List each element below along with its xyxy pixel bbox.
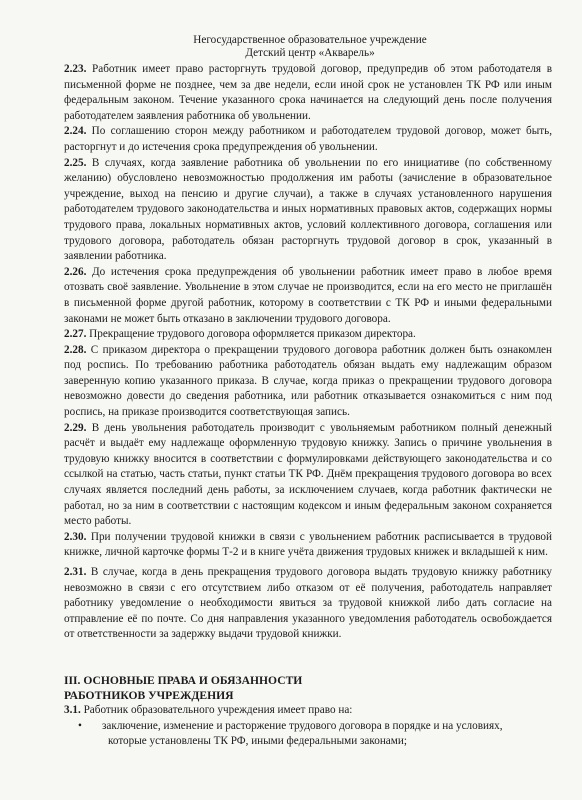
bullet-icon: •	[78, 719, 82, 732]
paragraph-3-1: 3.1. Работник образовательного учреждения имеет право на:	[64, 703, 353, 716]
section-title-line-1: III. ОСНОВНЫЕ ПРАВА И ОБЯЗАННОСТИ	[64, 673, 303, 687]
paragraph-2-30: 2.30. При получении трудовой книжки в связи с увольнением работник расписывается в трудовой книжке, личной карточке формы Т-2 и в книге учёта движения трудовых книжек и вкладышей к ним.	[64, 530, 552, 559]
paragraph-2-24: 2.24. По соглашению сторон между работником и работодателем трудовой договор, может быть, расторгнут и до истечения срока предупреждения об увольнении.	[64, 125, 552, 153]
list-item-line-1: заключение, изменение и расторжение трудового договора в порядке и на условиях,	[102, 719, 503, 732]
section-title	[64, 673, 552, 703]
document-header	[64, 34, 552, 60]
paragraph-2-23: 2.23. Работник имеет право расторгнуть трудовой договор, предупредив об этом работодателя в письменной форме не позднее, чем за две недели, если иной срок не установлен ТК РФ или иным федеральным законом. Течение указанного срока начинается на следующий день после получения работодателем заявления работника об увольнении.	[64, 63, 552, 122]
paragraph-2-28: 2.28. С приказом директора о прекращении трудового договора работник должен быть ознакомлен под роспись. По требованию работника работодатель обязан выдать ему надлежащим образом заверенную копию указанного приказа. В случае, когда приказ о прекращении трудового договора невозможно довести до сведения работника, или работник отказывается ознакомиться с ним под роспись, на приказе производится соответствующая запись.	[64, 343, 552, 419]
section-title-line-2: РАБОТНИКОВ УЧРЕЖДЕНИЯ	[64, 688, 234, 702]
paragraph-2-31: 2.31. В случае, когда в день прекращения трудового договора выдать трудовую книжку работнику невозможно в связи с его отсутствием либо отказом от её получения, работодатель направляет работнику уведомление о необходимости явиться за трудовой книжкой либо дать согласие на отправление её по почте. Со дня направления указанного уведомления работодатель освобождается от ответственности за задержку выдачи трудовой книжки.	[64, 566, 552, 641]
organization-type: Негосударственное образовательное учреждение	[193, 34, 427, 46]
paragraph-2-29: 2.29. В день увольнения работодатель производит с увольняемым работником полный денежный расчёт и выдаёт ему надлежаще оформленную трудовую книжку. Запись о причине увольнения в трудовую книжку вносится в соответствии с формулировками действующего законодательства и со ссылкой на статью, часть статьи, пункт статьи ТК РФ. Днём прекращения трудового договора во всех случаях является последний день работы, за исключением случаев, когда работник фактически не работал, но за ним в соответствии с настоящим кодексом и иным федеральным законом сохраняется место работы.	[64, 421, 552, 528]
paragraph-2-25: 2.25. В случаях, когда заявление работника об увольнении по его инициативе (по собственному желанию) обусловлено невозможностью продолжения им работы (зачисление в образовательное учреждение, выход на пенсию и другие случаи), а также в случаях установленного нарушения работодателем трудового законодательства и иных нормативных правовых актов, содержащих нормы трудового права, локальных нормативных актов, условий коллективного договора, соглашения или трудового договора, работодатель обязан расторгнуть трудовой договор в срок, указанный в заявлении работника.	[64, 156, 552, 263]
paragraph-2-27: 2.27. Прекращение трудового договора оформляется приказом директора.	[64, 328, 416, 341]
list-item-line-2: которые установлены ТК РФ, иными федеральными законами;	[108, 735, 407, 748]
organization-name: Детский центр «Акварель»	[245, 47, 375, 59]
list-item	[64, 719, 552, 750]
paragraph-2-26: 2.26. До истечения срока предупреждения об увольнении работник имеет право в любое время отозвать своё заявление. Увольнение в этом случае не производится, если на его место не приглашён в письменной форме другой работник, которому в соответствии с ТК РФ и иными федеральными законами не может быть отказано в заключении трудового договора.	[64, 265, 552, 325]
